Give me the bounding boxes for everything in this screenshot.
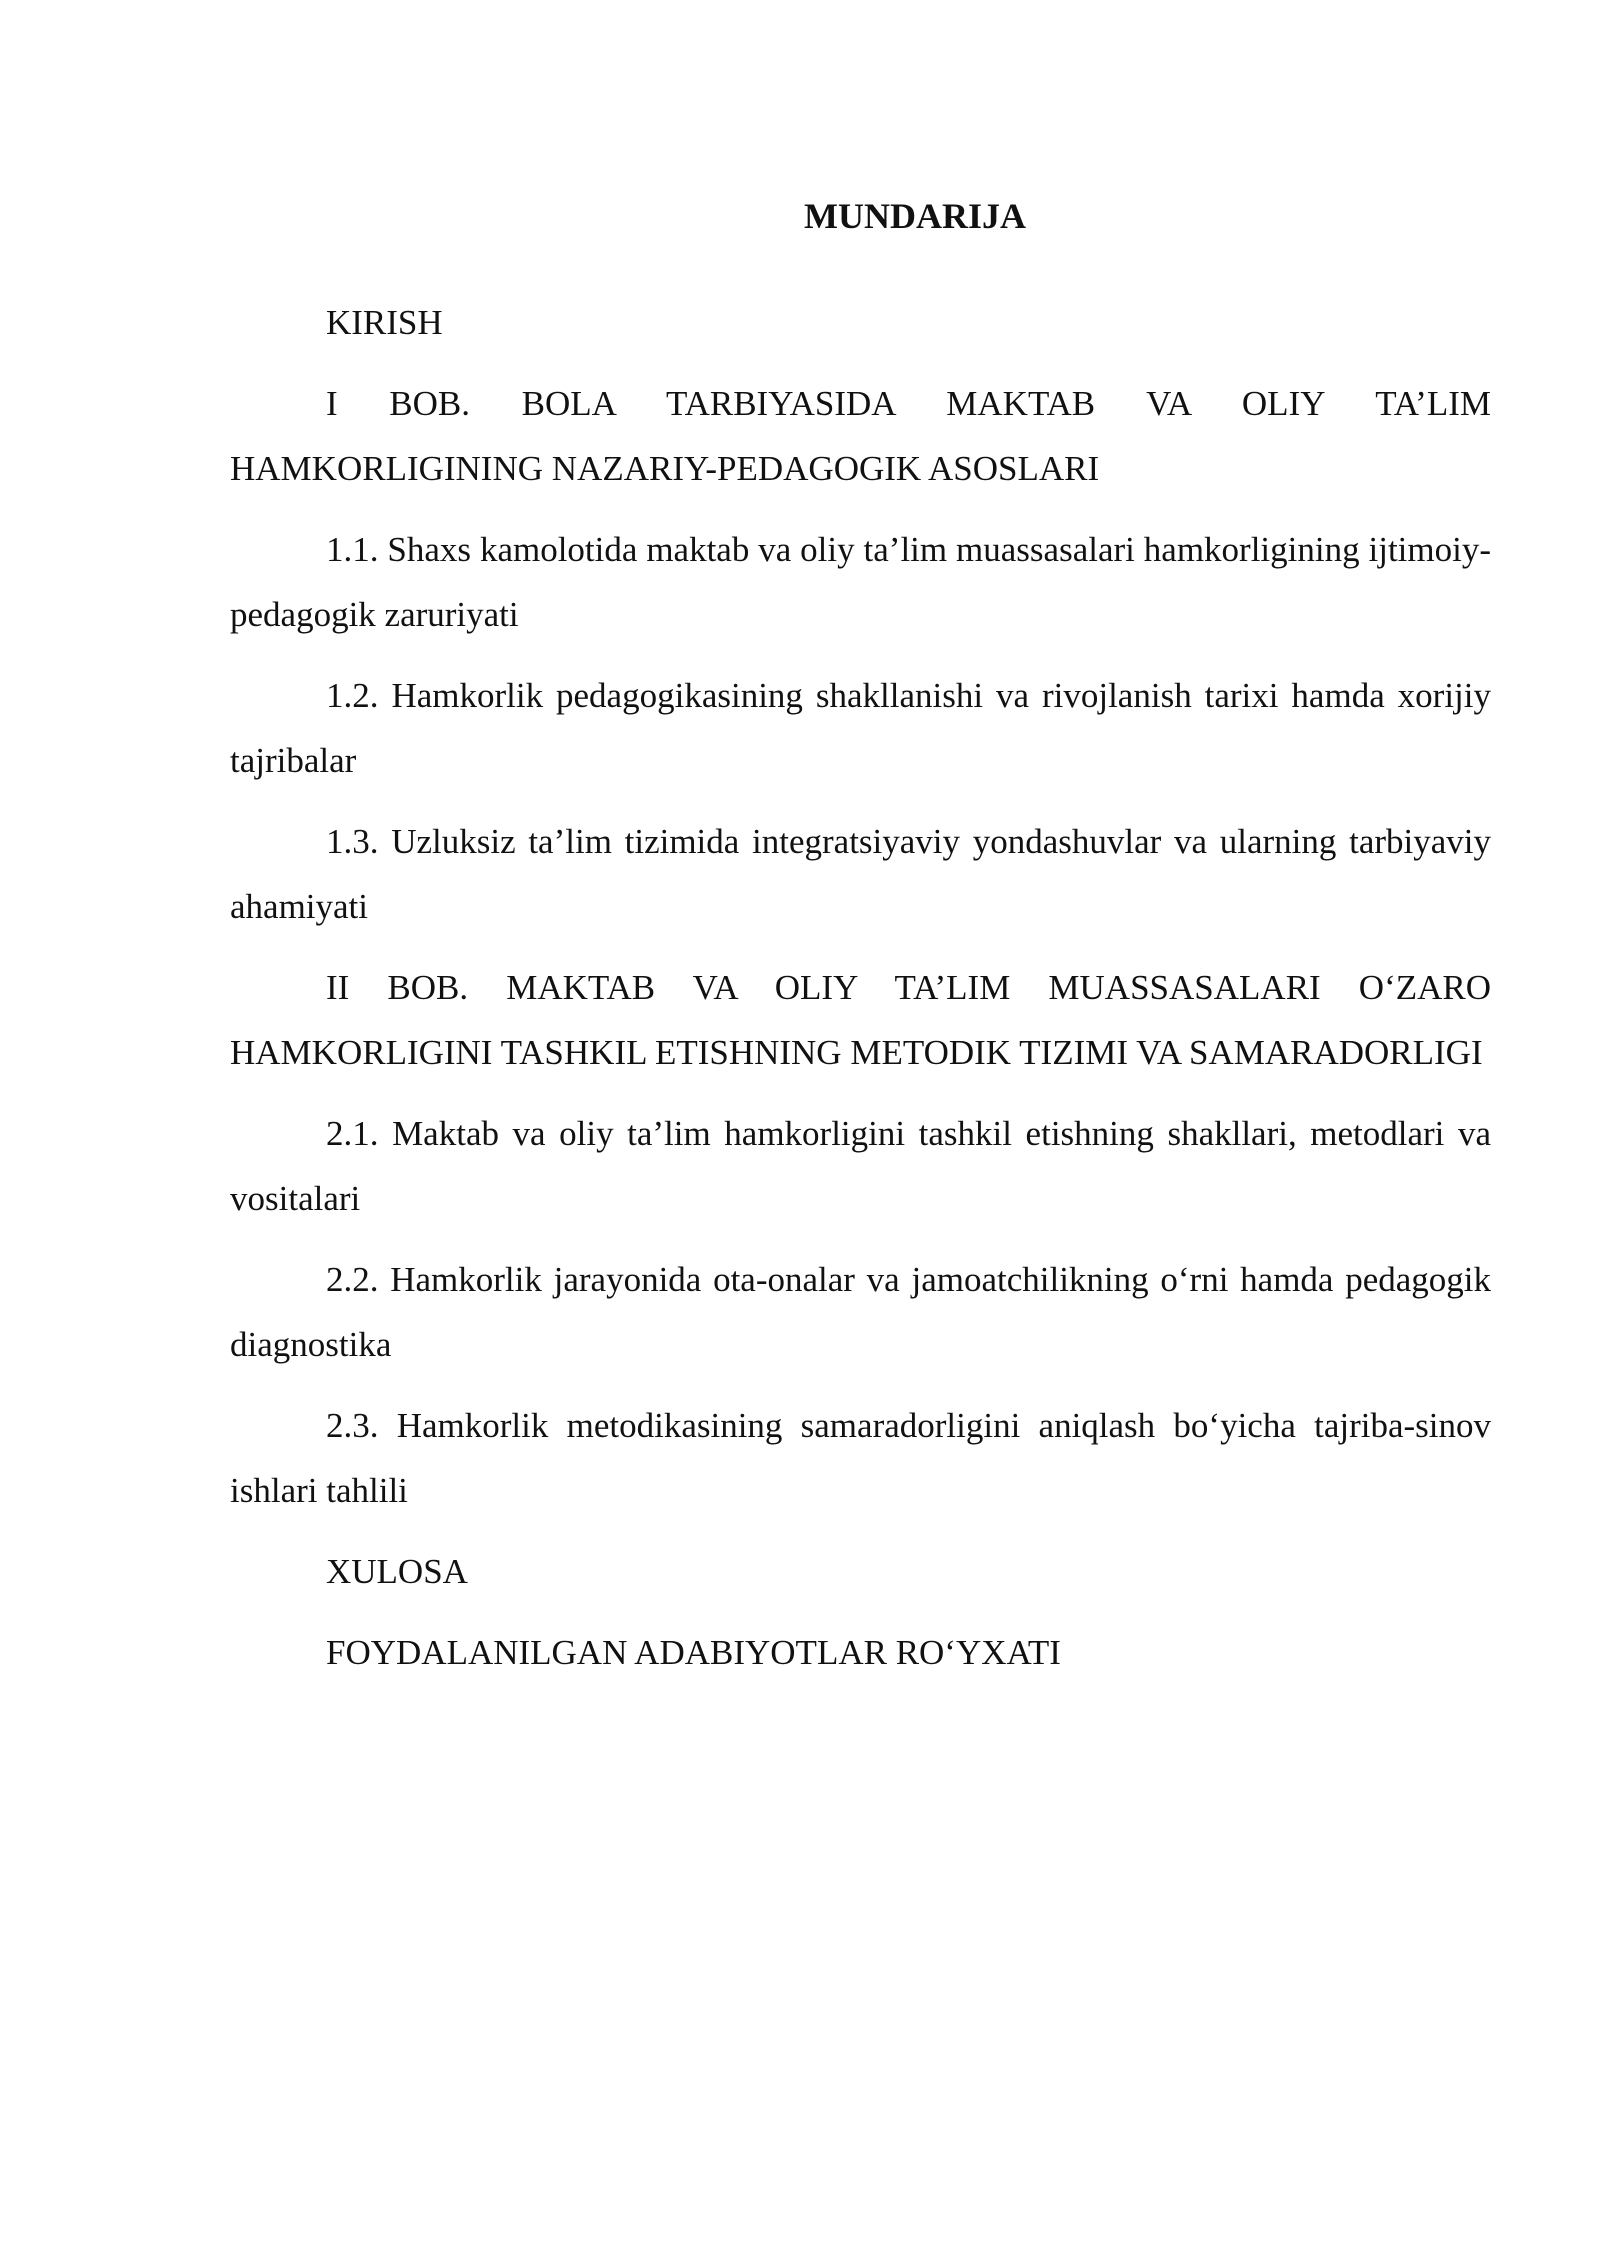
toc-entry-section-2-1: 2.1. Maktab va oliy ta’lim hamkorligini tashkil etishning shakllari, metodlari va vositalari — [230, 1114, 1491, 1218]
table-of-contents — [230, 290, 1491, 1701]
toc-entry-introduction: KIRISH — [326, 303, 443, 342]
toc-entry-section-2-2: 2.2. Hamkorlik jarayonida ota-onalar va jamoatchilikning o‘rni hamda pedagogik diagnostika — [230, 1260, 1491, 1364]
toc-entry-references: FOYDALANILGAN ADABIYOTLAR RO‘YXATI — [326, 1633, 1061, 1672]
toc-entry-chapter-1: I BOB. BOLA TARBIYASIDA MAKTAB VA OLIY TA’LIM HAMKORLIGINING NAZARIY-PEDAGOGIK ASOSLARI — [230, 384, 1491, 488]
toc-entry-section-1-2: 1.2. Hamkorlik pedagogikasining shakllanishi va rivojlanish tarixi hamda xorijiy tajribalar — [230, 676, 1491, 780]
toc-entry-conclusion: XULOSA — [326, 1552, 468, 1591]
toc-entry-section-1-3: 1.3. Uzluksiz ta’lim tizimida integratsiyaviy yondashuvlar va ularning tarbiyaviy ahamiyati — [230, 822, 1491, 926]
toc-entry-section-2-3: 2.3. Hamkorlik metodikasining samaradorligini aniqlash bo‘yicha tajriba-sinov ishlari tahlili — [230, 1406, 1491, 1510]
toc-entry-chapter-2: II BOB. MAKTAB VA OLIY TA’LIM MUASSASALARI O‘ZARO HAMKORLIGINI TASHKIL ETISHNING METODIK TIZIMI VA SAMARADORLIGI — [230, 968, 1491, 1072]
page-title: MUNDARIJA — [804, 196, 1026, 236]
toc-entry-section-1-1: 1.1. Shaxs kamolotida maktab va oliy ta’lim muassasalari hamkorligining ijtimoiy-pedagogik zaruriyati — [230, 530, 1491, 634]
